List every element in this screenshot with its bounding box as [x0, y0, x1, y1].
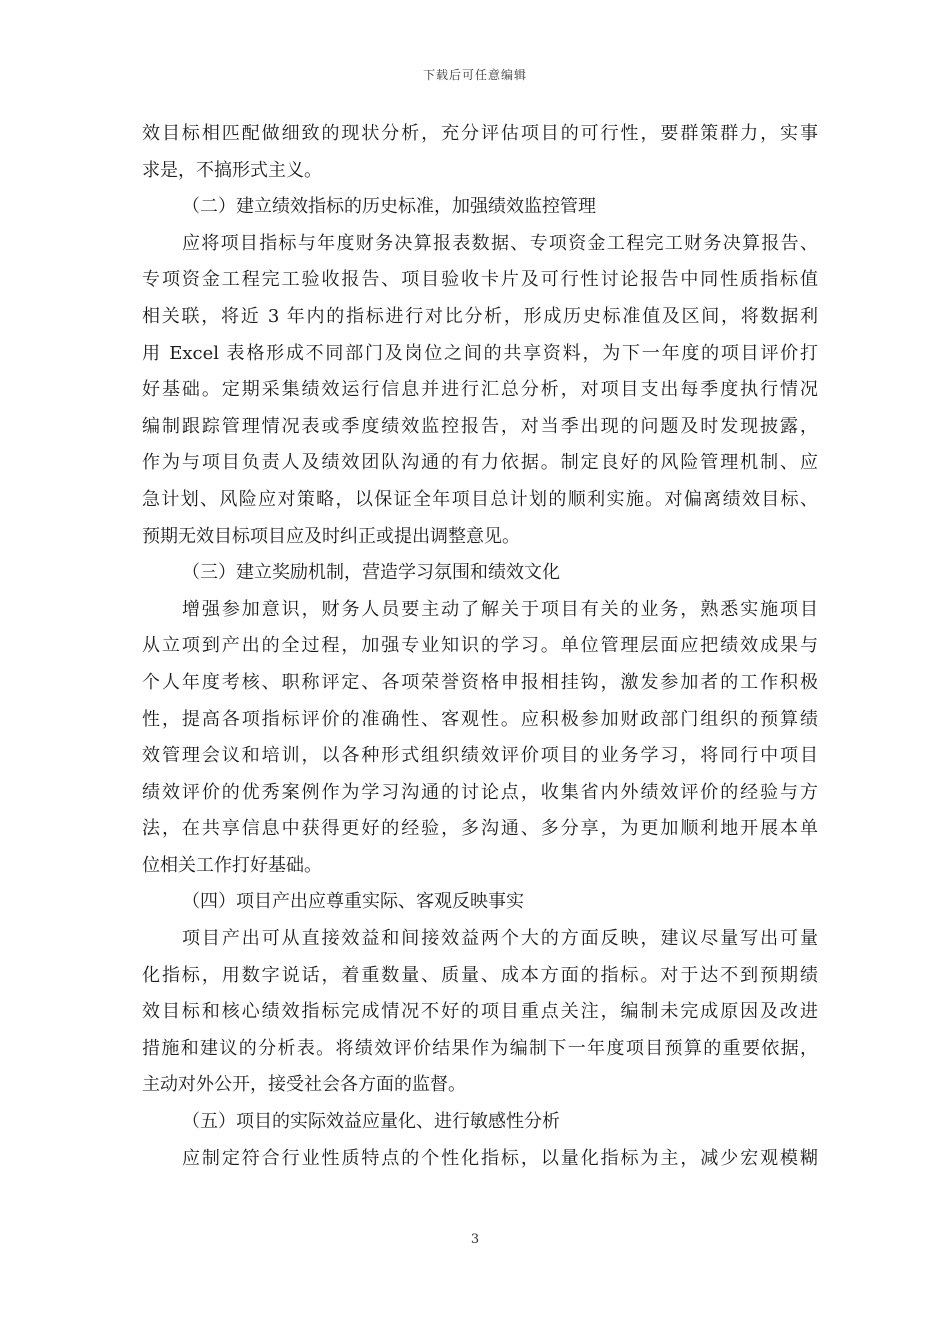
- body-line: 编制跟踪管理情况表或季度绩效监控报告，对当季出现的问题及时发现披露，: [142, 415, 818, 437]
- body-line: 主动对外公开，接受社会各方面的监督。: [142, 1074, 466, 1096]
- body-line: 从立项到产出的全过程，加强专业知识的学习。单位管理层面应把绩效成果与: [142, 635, 818, 657]
- body-line: 位相关工作打好基础。: [142, 854, 322, 876]
- section-heading: （五）项目的实际效益应量化、进行敏感性分析: [182, 1111, 560, 1133]
- body-line: 增强参加意识，财务人员要主动了解关于项目有关的业务，熟悉实施项目: [182, 598, 818, 620]
- body-line: 法，在共享信息中获得更好的经验，多沟通、多分享，为更加顺利地开展本单: [142, 818, 818, 840]
- body-line: 应制定符合行业性质特点的个性化指标，以量化指标为主，减少宏观模糊: [182, 1147, 818, 1169]
- body-line: 好基础。定期采集绩效运行信息并进行汇总分析，对项目支出每季度执行情况: [142, 379, 818, 401]
- document-body: [142, 116, 818, 1177]
- body-line: 应将项目指标与年度财务决算报表数据、专项资金工程完工财务决算报告、: [182, 232, 818, 254]
- body-line: 作为与项目负责人及绩效团队沟通的有力依据。制定良好的风险管理机制、应: [142, 452, 818, 474]
- body-line: 预期无效目标项目应及时纠正或提出调整意见。: [142, 525, 520, 547]
- body-line: 化指标，用数字说话，着重数量、质量、成本方面的指标。对于达不到预期绩: [142, 964, 818, 986]
- section-heading: （三）建立奖励机制，营造学习氛围和绩效文化: [182, 562, 560, 584]
- body-line: 效目标和核心绩效指标完成情况不好的项目重点关注，编制未完成原因及改进: [142, 1001, 818, 1023]
- body-line: 效目标相匹配做细致的现状分析，充分评估项目的可行性，要群策群力，实事: [142, 123, 818, 144]
- body-line: 个人年度考核、职称评定、各项荣誉资格申报相挂钩，激发参加者的工作积极: [142, 671, 818, 693]
- body-line: 项目产出可从直接效益和间接效益两个大的方面反映，建议尽量写出可量: [182, 928, 818, 950]
- body-line: 用 Excel 表格形成不同部门及岗位之间的共享资料，为下一年度的项目评价打: [142, 342, 818, 364]
- section-heading: （二）建立绩效指标的历史标准，加强绩效监控管理: [182, 196, 596, 218]
- body-line: 性，提高各项指标评价的准确性、客观性。应积极参加财政部门组织的预算绩: [142, 708, 818, 730]
- body-line: 急计划、风险应对策略，以保证全年项目总计划的顺利实施。对偏离绩效目标、: [142, 488, 818, 510]
- section-heading: （四）项目产出应尊重实际、客观反映事实: [182, 891, 524, 913]
- body-line: 措施和建议的分析表。将绩效评价结果作为编制下一年度项目预算的重要依据，: [142, 1037, 818, 1059]
- page-number: 3: [470, 1232, 480, 1247]
- body-line: 绩效评价的优秀案例作为学习沟通的讨论点，收集省内外绩效评价的经验与方: [142, 781, 818, 803]
- body-line: 相关联，将近 3 年内的指标进行对比分析，形成历史标准值及区间，将数据利: [142, 305, 818, 327]
- body-line: 专项资金工程完工验收报告、项目验收卡片及可行性讨论报告中同性质指标值: [142, 269, 818, 291]
- page-header: 下载后可任意编辑: [422, 68, 527, 82]
- body-line: 效管理会议和培训，以各种形式组织绩效评价项目的业务学习，将同行中项目: [142, 745, 818, 767]
- body-line: 求是，不搞形式主义。: [142, 159, 322, 181]
